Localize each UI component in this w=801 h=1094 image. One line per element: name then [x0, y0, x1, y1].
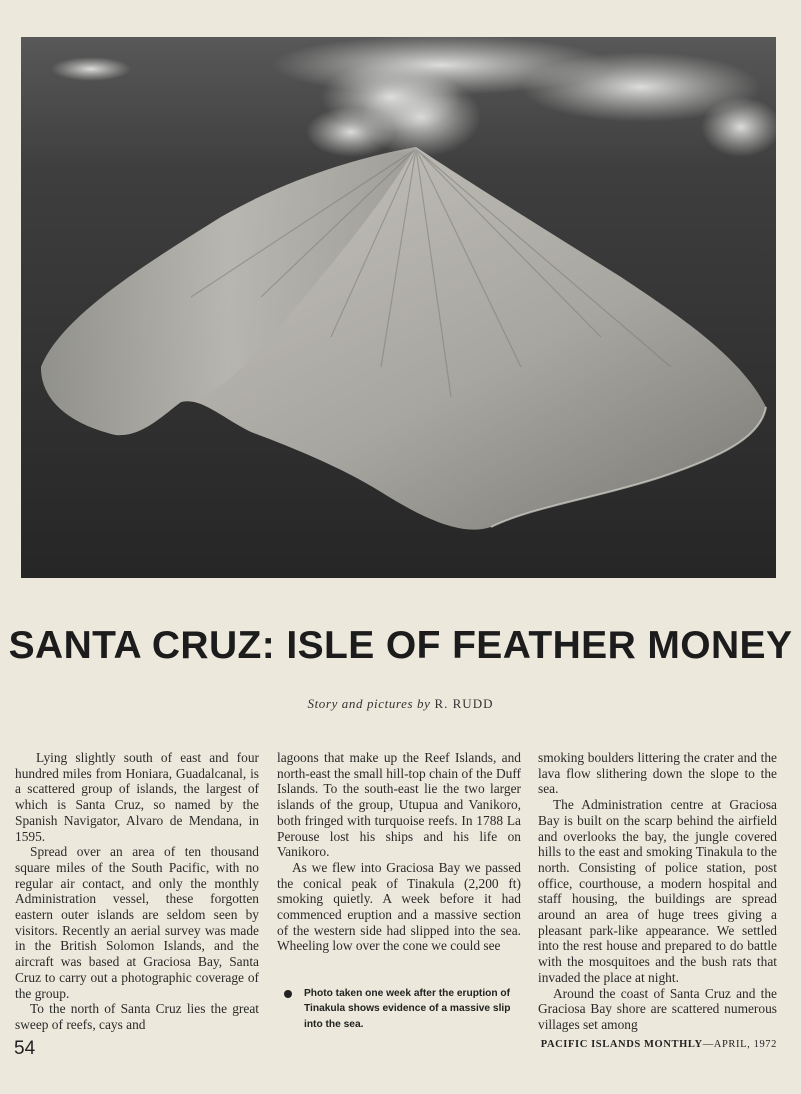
article-column-3: [538, 750, 777, 1033]
running-footer: [541, 1039, 777, 1050]
paragraph: lagoons that make up the Reef Islands, and north-east the small hill-top chain of the Duff Islands. To the south-east lie the two larger islands of the group, Utupua and Vanikoro, both fringed with turquoise reefs. In 1788 La Perouse lost his ships and his life on Vanikoro.: [277, 750, 521, 860]
byline-author: R. RUDD: [434, 696, 494, 711]
bullet-icon: [284, 990, 292, 998]
page-number: 54: [14, 1038, 36, 1059]
byline: [0, 696, 801, 712]
paragraph: To the north of Santa Cruz lies the great sweep of reefs, cays and: [15, 1001, 259, 1032]
volcano-illustration: [21, 37, 776, 578]
article-column-1: [15, 750, 259, 1033]
volcano-photo: [21, 37, 776, 578]
paragraph: smoking boulders littering the crater and the lava flow slithering down the slope to the sea.: [538, 750, 777, 797]
paragraph: Lying slightly south of east and four hundred miles from Honiara, Guadalcanal, is a scattered group of islands, the largest of which is Santa Cruz, so named by the Spanish Navigator, Alvaro de Mendana, in 1595.: [15, 750, 259, 844]
byline-prefix: Story and pictures by: [307, 696, 431, 711]
paragraph: As we flew into Graciosa Bay we passed the conical peak of Tinakula (2,200 ft) smoking quietly. A week before it had commenced eruption and a massive section of the western side had slipped into the sea. Wheeling low over the cone we could see: [277, 859, 521, 954]
article-title: SANTA CRUZ: ISLE OF FEATHER MONEY: [8, 624, 793, 667]
article-column-2: [277, 750, 521, 954]
issue-date: —APRIL, 1972: [702, 1039, 777, 1050]
caption-text: Photo taken one week after the eruption of Tinakula shows evidence of a massive slip into the sea.: [304, 988, 511, 1030]
magazine-name: PACIFIC ISLANDS MONTHLY: [540, 1039, 703, 1050]
paragraph: The Administration centre at Graciosa Bay is built on the scarp behind the airfield and overlooks the bay, the jungle covered hills to the east and smoking Tinakula to the north. Consisting of police station, post office, courthouse, a modern hospital and staff housing, the buildings are spread around an area of huge trees giving a pleasant park-like appearance. We settled into the rest house and prepared to do battle with the mosquitoes and the bush rats that invaded the place at night.: [538, 797, 777, 985]
photo-caption: [284, 986, 520, 1032]
paragraph: Spread over an area of ten thousand square miles of the South Pacific, with no regular air contact, and only the monthly Administration vessel, these forgotten eastern outer islands are seldom seen by visitors. Recently an aerial survey was made in the British Solomon Islands, and the aircraft was based at Graciosa Bay, Santa Cruz to carry out a photographic coverage of the group.: [15, 844, 259, 1001]
paragraph: Around the coast of Santa Cruz and the Graciosa Bay shore are scattered numerous villages set among: [538, 985, 777, 1032]
